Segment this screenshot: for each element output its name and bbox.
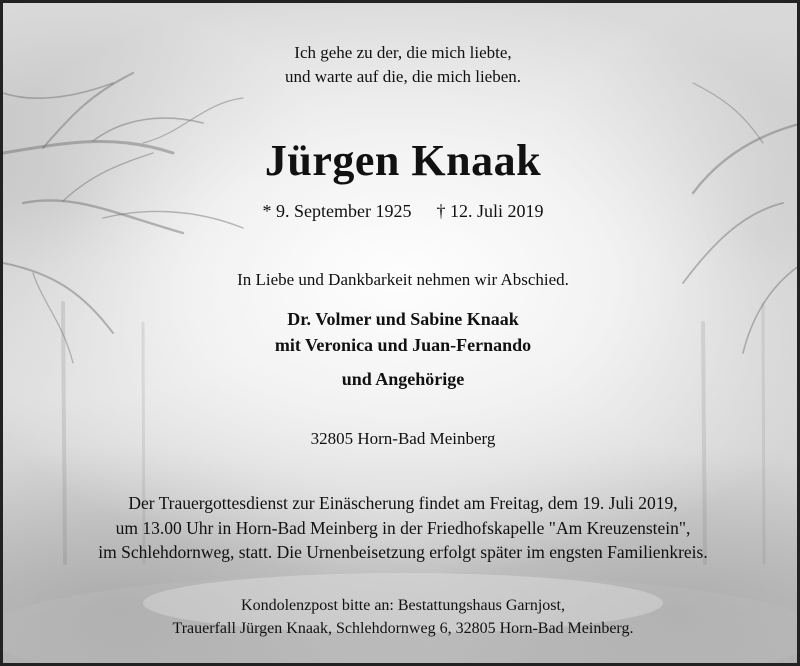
condolence-line-1: Kondolenzpost bitte an: Bestattungshaus Garnjost, [241,597,565,614]
service-line-1: Der Trauergottesdienst zur Einäscherung findet am Freitag, dem 19. Juli 2019, [128,493,678,513]
birth-date: * 9. September 1925 [262,201,412,221]
mourners-line-1: Dr. Volmer und Sabine Knaak [287,309,519,329]
condolence-line-2: Trauerfall Jürgen Knaak, Schlehdornweg 6, 32805 Horn-Bad Meinberg. [172,620,634,637]
place-of-residence: 32805 Horn-Bad Meinberg [310,429,496,448]
life-dates [3,201,800,222]
poem-line-2: und warte auf die, die mich lieben. [284,67,522,86]
service-line-3: im Schlehdornweg, statt. Die Urnenbeisetzung erfolgt später im engsten Familienkreis. [98,542,708,562]
mourners-line-2: mit Veronica und Juan-Fernando [274,335,532,355]
service-line-2: um 13.00 Uhr in Horn-Bad Meinberg in der Friedhofskapelle "Am Kreuzenstein", [115,518,691,538]
farewell-text: In Liebe und Dankbarkeit nehmen wir Abschied. [237,270,569,289]
mourners-line-3: und Angehörige [341,369,465,389]
death-date: † 12. Juli 2019 [436,201,544,221]
deceased-name: Jürgen Knaak [264,136,542,185]
poem-line-1: Ich gehe zu der, die mich liebte, [294,43,512,62]
